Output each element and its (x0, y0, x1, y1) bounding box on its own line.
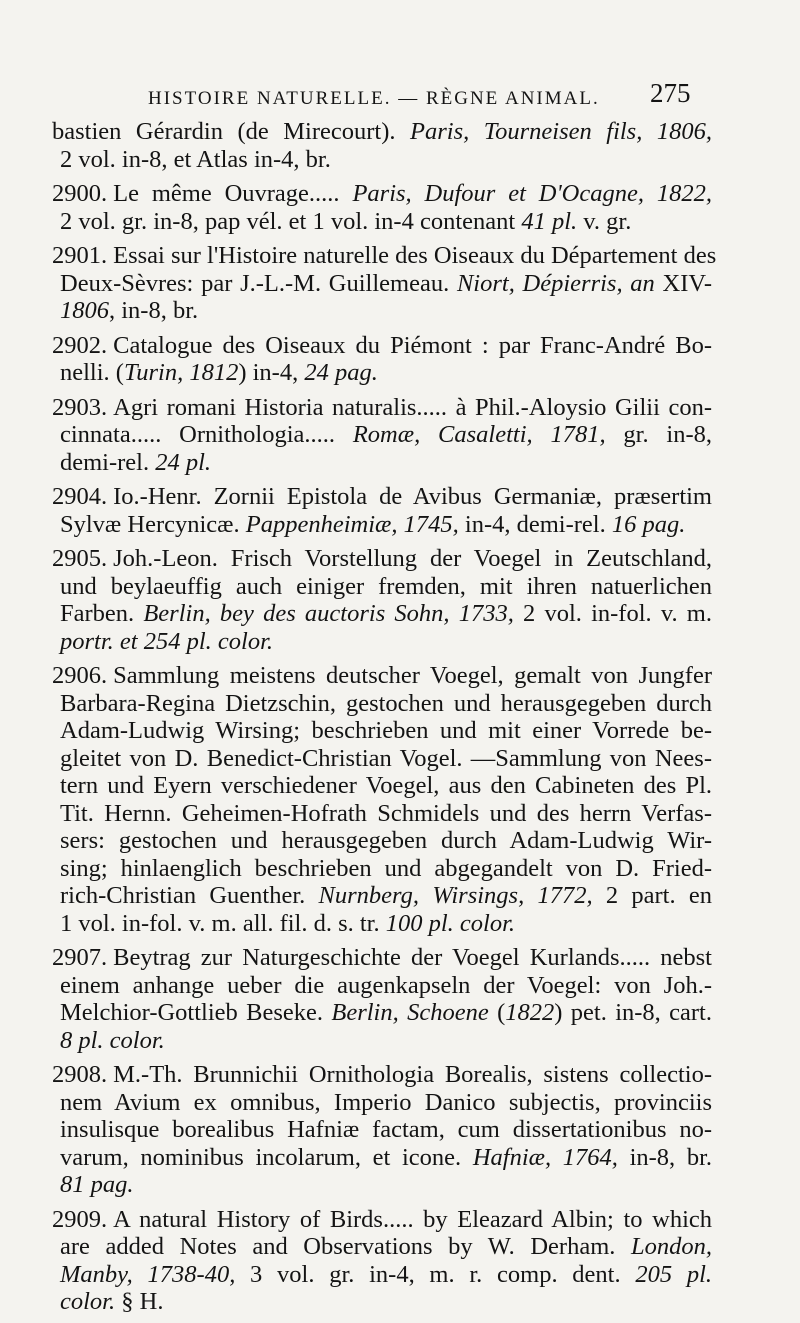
entry-line (52, 600, 712, 628)
entry-line (52, 772, 712, 800)
entry-text: bastien Gérardin (de Mirecourt). (52, 118, 411, 145)
entry-text: Le même Ouvrage..... (113, 180, 353, 207)
entry-line (52, 242, 717, 270)
entry-text: Io.-Henr. Zornii Epistola de Avibus Germaniæ, præsertim (113, 483, 712, 510)
entry-text: M.-Th. Brunnichii Ornithologia Borealis, sistens collectio- (113, 1061, 712, 1088)
entry-line (52, 972, 712, 1000)
entry-text: und beylaeuffig auch einiger fremden, mit ihren natuerlichen (60, 572, 712, 600)
entry-text: cinnata..... Ornithologia..... (60, 421, 353, 448)
italic-text: 41 pl. (521, 207, 578, 235)
entry-line (52, 332, 712, 360)
running-header (0, 78, 800, 118)
entry-line (52, 1144, 712, 1172)
entry-text: 1 vol. in-fol. v. m. all. fil. d. s. tr. (60, 909, 386, 937)
entry-text: rich-Christian Guenther. (60, 882, 319, 909)
italic-text: Berlin, bey des auctoris Sohn, 1733, (143, 600, 514, 627)
entry-line (52, 421, 712, 449)
entry-line (52, 394, 712, 422)
italic-text: 1806 (60, 297, 109, 324)
italic-text: Niort, Dépierris, an (456, 269, 655, 297)
entry-line (52, 449, 712, 477)
catalogue-entry (52, 1061, 712, 1199)
entry-text: Barbara-Regina Dietzschin, gestochen und herausgegeben durch (60, 689, 712, 717)
catalogue-entry (52, 118, 712, 173)
entry-line (52, 146, 712, 174)
entry-text: 2 vol. in-8, et Atlas in-4, br. (60, 145, 331, 173)
entry-line (52, 1061, 712, 1089)
catalogue-entry (52, 1206, 712, 1316)
entry-number: 2907. (52, 944, 108, 971)
entry-text: ) in-4, (238, 359, 305, 386)
entry-line (52, 999, 712, 1027)
entry-line (52, 1089, 712, 1117)
italic-text: 8 pl. color. (60, 1026, 165, 1054)
italic-text: Paris, Tourneisen fils, 1806, (410, 118, 712, 145)
catalogue-body (52, 118, 717, 1323)
entry-line (52, 483, 712, 511)
entry-number: 2902. (52, 331, 108, 359)
italic-text: Paris, Dufour et D'Ocagne, 1822, (352, 180, 712, 207)
italic-text: 81 pag. (60, 1171, 134, 1198)
entry-text: tern und Eyern verschiedener Voegel, aus den Cabineten des Pl. (60, 772, 712, 799)
italic-text: Hafniæ, 1764, (472, 1143, 618, 1171)
entry-line (52, 628, 712, 656)
entry-line (52, 1027, 712, 1055)
italic-text: Romæ, Casaletti, 1781, (352, 421, 606, 448)
entry-text: nem Avium ex omnibus, Imperio Danico subjectis, provinciis (60, 1088, 712, 1116)
catalogue-entry (52, 662, 712, 937)
entry-number: 2905. (52, 545, 108, 572)
catalogue-entry (52, 545, 712, 655)
entry-line (52, 573, 712, 601)
running-title: HISTOIRE NATURELLE. — RÈGNE ANIMAL. (148, 88, 600, 109)
entry-line (52, 545, 712, 573)
entry-line (52, 180, 712, 208)
entry-text: nelli. ( (60, 359, 124, 386)
entry-number: 2904. (52, 483, 108, 510)
catalogue-entry (52, 944, 712, 1054)
entry-line (52, 855, 712, 883)
entry-text: Tit. Hernn. Geheimen-Hofrath Schmidels und des herrn Verfas- (60, 799, 712, 827)
entry-line (52, 800, 712, 828)
entry-text: v. gr. (577, 207, 632, 235)
entry-text: XIV- (654, 269, 712, 297)
entry-text: in-8, br. (617, 1143, 713, 1171)
entry-text: Agri romani Historia naturalis..... à Phil.-Aloysio Gilii con- (113, 393, 712, 421)
entry-text: Farben. (60, 600, 144, 627)
entry-line (52, 1261, 712, 1289)
entry-text: Beytrag zur Naturgeschichte der Voegel Kurlands..... nebst (113, 944, 712, 971)
entry-text: Sylvæ Hercynicæ. (60, 510, 246, 538)
entry-line (52, 1171, 712, 1199)
entry-number: 2909. (52, 1205, 108, 1233)
entry-line (52, 1233, 712, 1261)
italic-text: 16 pag. (611, 510, 686, 538)
italic-text: Pappenheimiæ, 1745, (245, 510, 459, 538)
entry-line (52, 910, 712, 938)
entry-line (52, 745, 712, 773)
entry-text: 2 part. en (592, 882, 712, 909)
italic-text: 1822 (505, 999, 555, 1026)
entry-text: varum, nominibus incolarum, et icone. (60, 1143, 473, 1171)
italic-text: 24 pl. (155, 448, 212, 476)
italic-text: Manby, 1738-40, (60, 1260, 236, 1288)
italic-text: Nurnberg, Wirsings, 1772, (318, 882, 593, 909)
entry-line (52, 270, 712, 298)
entry-text: einem anhange ueber die augenkapseln der Voegel: von Joh.- (60, 971, 712, 999)
entry-line (52, 690, 712, 718)
entry-text: Sammlung meistens deutscher Voegel, gemalt von Jungfer (113, 662, 712, 689)
italic-text: color. (60, 1288, 116, 1315)
entry-text: ) pet. in-8, cart. (554, 999, 712, 1026)
italic-text: Turin, 1812 (123, 359, 239, 386)
entry-text: Adam-Ludwig Wirsing; beschrieben und mit einer Vorrede be- (60, 717, 712, 744)
entry-text: are added Notes and Observations by W. Derham. (60, 1233, 631, 1260)
page-number: 275 (650, 78, 691, 108)
entry-text: § H. (115, 1288, 164, 1315)
entry-line (52, 1206, 712, 1234)
entry-line (52, 882, 712, 910)
entry-text: 2 vol. in-fol. v. m. (513, 600, 712, 627)
catalogue-entry (52, 180, 712, 235)
catalogue-entry (52, 242, 717, 325)
entry-text: Catalogue des Oiseaux du Piémont : par Franc-André Bo- (113, 331, 712, 359)
italic-text: Berlin, Schoene (331, 999, 489, 1026)
entry-text: Joh.-Leon. Frisch Vorstellung der Voegel in Zeutschland, (113, 545, 712, 572)
catalogue-entry (52, 332, 712, 387)
entry-text: insulisque borealibus Hafniæ factam, cum dissertationibus no- (60, 1116, 712, 1143)
entry-text: in-4, demi-rel. (458, 510, 612, 538)
italic-text: 24 pag. (304, 359, 378, 386)
italic-text: 100 pl. color. (385, 909, 516, 937)
italic-text: portr. et 254 pl. color. (60, 627, 274, 655)
entry-text: Essai sur l'Histoire naturelle des Oiseaux du Département des (113, 242, 717, 269)
entry-text: ( (488, 999, 506, 1026)
catalogue-entry (52, 483, 712, 538)
catalogue-entry (52, 394, 712, 477)
entry-line (52, 118, 712, 146)
entry-line (52, 208, 712, 236)
entry-text: A natural History of Birds..... by Eleazard Albin; to which (113, 1205, 712, 1233)
entry-line (52, 511, 712, 539)
entry-line (52, 359, 712, 387)
entry-number: 2901. (52, 242, 108, 269)
entry-number: 2906. (52, 662, 108, 689)
entry-line (52, 1116, 712, 1144)
entry-text: , in-8, br. (109, 297, 199, 324)
entry-line (52, 1288, 712, 1316)
italic-text: London, (630, 1233, 712, 1260)
entry-text: sers: gestochen und herausgegeben durch Adam-Ludwig Wir- (60, 827, 712, 854)
entry-text: 3 vol. gr. in-4, m. r. comp. dent. (235, 1260, 636, 1288)
entry-number: 2900. (52, 180, 108, 207)
entry-number: 2908. (52, 1061, 108, 1088)
entry-text: demi-rel. (60, 448, 156, 476)
entry-text: gleitet von D. Benedict-Christian Vogel. —Sammlung von Nees- (60, 744, 712, 772)
entry-line (52, 662, 712, 690)
entry-text: sing; hinlaenglich beschrieben und abgegandelt von D. Fried- (60, 854, 712, 882)
italic-text: 205 pl. (635, 1260, 713, 1288)
entry-number: 2903. (52, 393, 108, 421)
entry-line (52, 297, 712, 325)
entry-line (52, 944, 712, 972)
entry-text: Deux-Sèvres: par J.-L.-M. Guillemeau. (60, 269, 457, 297)
entry-line (52, 827, 712, 855)
entry-text: 2 vol. gr. in-8, pap vél. et 1 vol. in-4 contenant (60, 207, 522, 235)
entry-text: gr. in-8, (605, 421, 712, 448)
entry-text: Melchior-Gottlieb Beseke. (60, 999, 332, 1026)
entry-line (52, 717, 712, 745)
